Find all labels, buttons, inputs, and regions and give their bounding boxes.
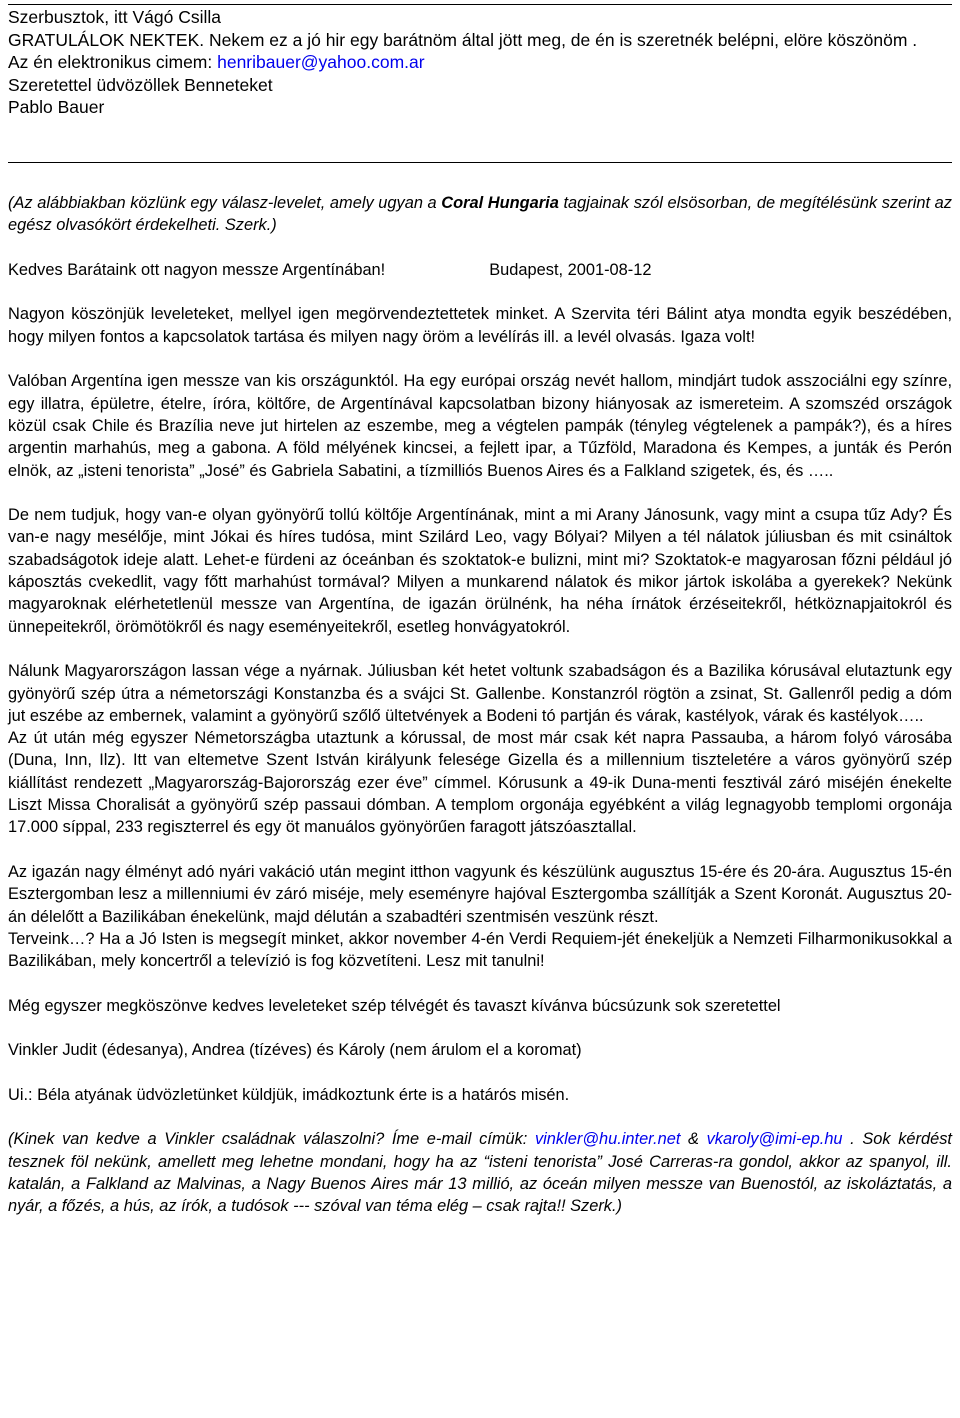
- header-email-link[interactable]: henribauer@yahoo.com.ar: [217, 52, 425, 73]
- salutation: Kedves Barátaink ott nagyon messze Argentínában!: [8, 260, 386, 279]
- editor-intro: [8, 192, 952, 237]
- paragraph-5: Az út után még egyszer Németországba utaztunk a kórussal, de most már csak két napra Passauba, a három folyó városába (Duna, Inn, Ilz). Itt van eltemetve Szent István királyunk felesége Gizella és a millennium tiszteletére a város gyönyörű szép kiállítást rendezett „Magyarország-Bajorország ezer éve” címmel. Kórusunk a 49-ik Duna-menti fesztivál záró miséjén énekelte Liszt Missa Choralisát a gyönyörű szép passaui dómban. A templom orgonája egyébként a világ legnagyobb templomi orgonája 17.000 síppal, 233 regiszterrel és egy öt manuálos gyönyörűen faragott játszóasztallal.: [8, 729, 952, 837]
- closing-text-pre: (Kinek van kedve a Vinkler családnak válaszolni? Íme e-mail címük:: [8, 1130, 535, 1149]
- paragraph-2: Valóban Argentína igen messze van kis országunktól. Ha egy európai ország nevét hallom, mindjárt tudok asszociálni egy színre, egy illatra, épületre, ételre, íróra, költőre, de Argentínával kapcsolatban bizony hiányosak az ismereteim. A szomszéd országok közül csak Chile és Brazília neve jut hirtelen az eszembe, meg a végtelen pampák (tényleg végtelenek a pampák?), és a híres argentin marhahús, meg a gabona. A föld mélyének kincsei, a fejlett ipar, a Tűzföld, Maradona és Kempes, a junták és Perón elnök, az „isteni tenorista” „José” és Gabriela Sabatini, a tízmilliós Buenos Aires és a Falkland szigetek, és, és …..: [8, 372, 952, 480]
- paragraph-7: Terveink…? Ha a Jó Isten is megsegít minket, akkor november 4-én Verdi Requiem-jét énekeljük a Nemzeti Filharmonikusokkal a Bazilikában, mely koncertről a televízió is fog közvetíteni. Lesz mit tanulni!: [8, 929, 952, 971]
- paragraph-1: Nagyon köszönjük leveleteket, mellyel igen megörvendeztettetek minket. A Szervita téri Bálint atya mondta egyik beszédében, hogy milyen fontos a kapcsolatok tartása és milyen nagy öröm a levélírás ill. a levél olvasás. Igaza volt!: [8, 305, 952, 346]
- letter-body: [8, 192, 952, 1218]
- paragraph-3: De nem tudjuk, hogy van-e olyan gyönyörű tollú költője Argentínának, mint a mi Arany Jánosunk, vagy mint a csupa tűz Ady? És van-e nagy mesélője, mint Jókai és híres tudósa, mint Szilárd Leo, vagy Bólyai? Milyen a tél nálatok júliusban és mit csináltok szabadságotok ideje alatt. Lehet-e fürdeni az óceánban és szoktatok-e bulizni, mint mi? Szoktatok-e magyarosan főzni például jó káposztás cvekedlit, vagy főtt marhahúst tormával? Milyen a munkarend nálatok és mikor jártok iskolába a gyerekek? Nekünk magyaroknak elérhetetlenül messze van Argentína, de igazán örülnénk, ha néha írnátok érzéseitekről, hétköznapjaitokról és ünnepeitekről, örömötökről és nagy eseményeitekről, esetleg honvágyatokról.: [8, 506, 952, 636]
- intro-text-pre: (Az alábbiakban közlünk egy válasz-levelet, amely ugyan a: [8, 194, 442, 212]
- postscript: Ui.: Béla atyának üdvözletünket küldjük, imádkoztunk érte is a határós misén.: [8, 1085, 570, 1104]
- header-signature: Pablo Bauer: [8, 97, 105, 118]
- reader-message: [8, 6, 952, 119]
- closing-email-link-2[interactable]: vkaroly@imi-ep.hu: [706, 1130, 843, 1149]
- separator-rule: [8, 162, 952, 163]
- intro-bold-name: Coral Hungaria: [441, 194, 559, 212]
- intro-text-post: tagjainak szól elsösorban, de megítélésünk szerint az egész olvasókört érdekelheti. Szerk.): [8, 194, 952, 235]
- letter-date: Budapest, 2001-08-12: [489, 260, 652, 279]
- top-rule: [8, 4, 952, 5]
- header-regards: Szeretettel üdvözöllek Benneteket: [8, 74, 273, 95]
- editor-closing: [8, 1128, 952, 1217]
- paragraph-6: Az igazán nagy élményt adó nyári vakáció után megint itthon vagyunk és készülünk augusztus 15-ére és 20-ára. Augusztus 15-én Esztergomban lesz a millenniumi év záró miséje, mely eseményre hajóval Esztergomba szállítják a Szent Koronát. Augusztus 20-án délelőtt a Bazilikában énekelünk, majd délután a szabadtéri szentmisén veszünk részt.: [8, 862, 952, 926]
- header-email-line: [8, 51, 952, 74]
- salutation-line: [8, 259, 952, 281]
- paragraph-4: Nálunk Magyarországon lassan vége a nyárnak. Júliusban két hetet voltunk szabadságon és a Bazilika kórusával elutaztunk egy gyönyörű szép útra a németországi Konstanzba és a svájci St. Gallenbe. Konstanzról rögtön a zsinat, St. Gallenről pedig a dóm jut eszébe az embernek, valamint a gyönyörű szőlő ültetvények a Bodeni tó partján és várak, kastélyok, várak és kastélyok…..: [8, 662, 952, 725]
- closing-email-link-1[interactable]: vinkler@hu.inter.net: [534, 1130, 681, 1149]
- letter-signature: Vinkler Judit (édesanya), Andrea (tízéves) és Károly (nem árulom el a koromat): [8, 1041, 582, 1060]
- closing-ampersand: &: [680, 1130, 707, 1149]
- header-greeting: Szerbusztok, itt Vágó Csilla: [8, 7, 222, 27]
- closing-text-post: . Sok kérdést tesznek föl nekünk, amellett meg lehetne mondani, hogy ha az “isteni tenorista” José Carreras-ra gondol, akkor az spanyol, ill. katalán, a Falkland az Malvinas, a Nagy Buenos Aires már 13 millió, az óceán milyen messze van Buenostól, az iskoláztatás, a nyár, a főzés, a hús, az írók, a tudósok --- szóval van téma elég – csak rajta!! Szerk.): [8, 1130, 952, 1216]
- paragraph-8: Még egyszer megköszönve kedves leveleteket szép télvégét és tavaszt kívánva búcsúzunk sok szeretettel: [8, 996, 781, 1015]
- header-congrats: GRATULÁLOK NEKTEK. Nekem ez a jó hir egy barátnöm által jött meg, de én is szeretnék belépni, elöre köszönöm .: [8, 29, 918, 50]
- header-email-label: Az én elektronikus cimem:: [8, 52, 218, 73]
